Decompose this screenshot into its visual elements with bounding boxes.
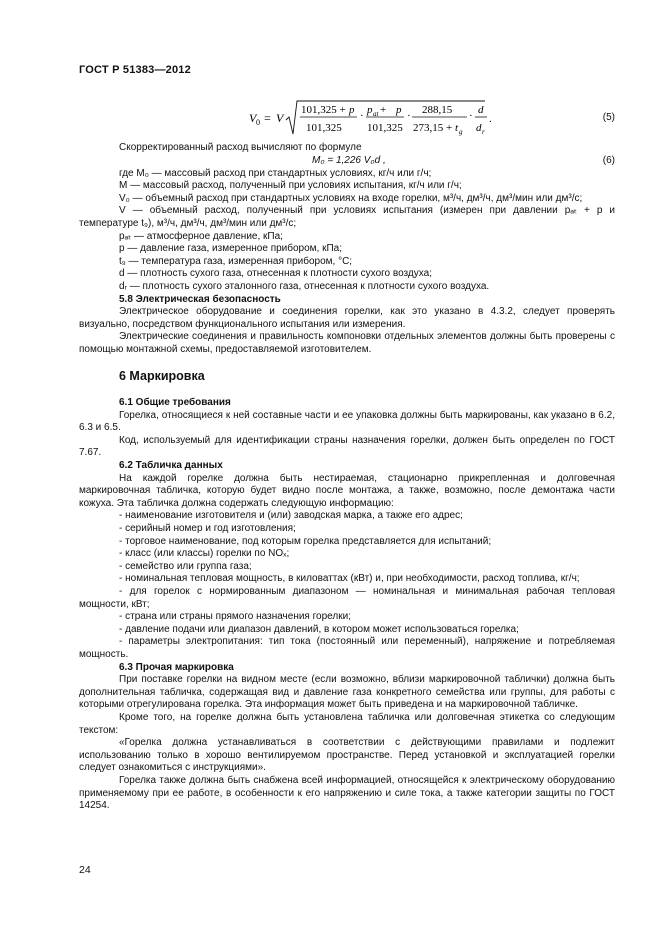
section-6-3-title: 6.3 Прочая маркировка xyxy=(119,661,234,673)
formula-6-text: M₀ = 1,226 V₀d , xyxy=(312,154,386,166)
section-6-title: 6 Маркировка xyxy=(119,368,205,383)
svg-text:t: t xyxy=(455,122,459,134)
svg-text:.: . xyxy=(489,113,492,125)
data-plate-item: - для горелок с нормированным диапазоном — номинальная и минимальная рабочая тепловая мощности, кВт; xyxy=(79,586,615,610)
section-6-3-paragraph: Кроме того, на горелке должна быть установлена табличка или долговечная этикетка со следующим текстом: xyxy=(79,711,615,736)
section-5-8-title: 5.8 Электрическая безопасность xyxy=(119,293,281,305)
section-6-1-paragraph: Код, используемый для идентификации страны назначения горелки, должен быть определен по ГОСТ 7.67. xyxy=(79,434,615,459)
svg-text:·: · xyxy=(407,110,411,122)
formula-6 xyxy=(79,155,615,168)
svg-text:+: + xyxy=(380,104,387,116)
standard-header: ГОСТ Р 51383—2012 xyxy=(79,64,191,76)
where-item: pₐₜ — атмосферное давление, кПа; xyxy=(119,230,283,242)
warning-quote: «Горелка должна устанавливаться в соответствии с действующими правилами и подлежит использованию только в хорошо вентилируемом пространстве. Перед установкой и эксплуатацией горелки следует ознакомиться с инструкциями». xyxy=(79,737,615,774)
section-6-2-intro: На каждой горелке должна быть нестираемая, стационарно прикрепленная и долговечная маркировочная табличка, которую будет видно после монтажа, а также, возможно, после демонтажа части кожуха. Эта табличка должна содержать следующую информацию: xyxy=(79,472,615,509)
svg-text:=: = xyxy=(264,111,271,125)
data-plate-item: - наименование изготовителя и (или) заводская марка, а также его адрес; xyxy=(119,510,463,522)
data-plate-item: - торговое наименование, под которым горелка представляется для испытаний; xyxy=(119,535,492,547)
svg-text:V: V xyxy=(276,111,284,125)
page-content xyxy=(79,100,615,813)
svg-text:d: d xyxy=(476,122,482,134)
svg-text:0: 0 xyxy=(256,118,260,127)
where-item: где M₀ — массовый расход при стандартных условиях, кг/ч или г/ч; xyxy=(119,167,432,179)
data-plate-item: - давление подачи или диапазон давлений, в котором может использоваться горелка; xyxy=(119,623,519,635)
svg-text:101,325: 101,325 xyxy=(367,122,403,134)
svg-text:p: p xyxy=(396,104,402,116)
svg-text:at: at xyxy=(373,110,379,118)
svg-text:101,325 +: 101,325 + xyxy=(301,104,346,116)
svg-text:p: p xyxy=(367,104,373,116)
svg-text:·: · xyxy=(360,110,364,122)
data-plate-item: - параметры электропитания: тип тока (постоянный или переменный), напряжение и потребляемая мощность. xyxy=(79,636,615,660)
section-6-3-paragraph: При поставке горелки на видном месте (если возможно, вблизи маркировочной таблички) должна быть дополнительная табличка, содержащая вид и давление газа конкретного семейства или группы, для работы с которыми отрегулирована горелка. Эта информация может быть приведена и на маркировочной табличке. xyxy=(79,674,615,711)
svg-text:r: r xyxy=(482,128,485,136)
data-plate-item: - номинальная тепловая мощность, в киловаттах (кВт) и, при необходимости, расход топлива, кг/ч; xyxy=(119,573,580,585)
formula-intro: Скорректированный расход вычисляют по формуле xyxy=(119,142,362,153)
data-plate-item: - серийный номер и год изготовления; xyxy=(119,523,296,535)
svg-text:101,325: 101,325 xyxy=(306,122,342,134)
formula-5 xyxy=(79,100,615,136)
where-item: M — массовый расход, полученный при условиях испытания, кг/ч или г/ч; xyxy=(119,180,462,192)
svg-text:V: V xyxy=(249,111,257,125)
where-item: V — объемный расход, полученный при условиях испытания (измерен при давлении pₐₜ + p и температуре t₉), м³/ч, дм³/ч, дм³/мин или дм³/с; xyxy=(79,205,615,229)
svg-text:·: · xyxy=(469,110,473,122)
section-6-1-title: 6.1 Общие требования xyxy=(119,397,231,409)
data-plate-item: - класс (или классы) горелки по NOₓ; xyxy=(119,548,290,560)
section-5-8-paragraph: Электрические соединения и правильность компоновки отдельных элементов должны быть проверены с помощью монтажной схемы, предоставляемой изготовителем. xyxy=(79,331,615,355)
section-6-1-paragraph: Горелка, относящиеся к ней составные части и ее упаковка должны быть маркированы, как указано в 6.2, 6.3 и 6.5. xyxy=(79,409,615,434)
svg-text:g: g xyxy=(459,128,463,136)
formula-5-number: (5) xyxy=(602,112,615,123)
svg-text:273,15 +: 273,15 + xyxy=(413,122,453,134)
where-item: p — давление газа, измеренное прибором, кПа; xyxy=(119,243,343,255)
where-item: dᵣ — плотность сухого эталонного газа, отнесенная к плотности сухого воздуха. xyxy=(119,280,490,292)
section-6-2-title: 6.2 Табличка данных xyxy=(119,460,223,472)
svg-text:d: d xyxy=(478,104,484,116)
data-plate-item: - семейство или группа газа; xyxy=(119,560,252,572)
where-item: t₉ — температура газа, измеренная прибором, °С; xyxy=(119,255,353,267)
page-number: 24 xyxy=(79,864,91,876)
section-6-3-paragraph: Горелка также должна быть снабжена всей информацией, относящейся к электрическому оборудованию применяемому при ее работе, в особенности к его напряжению и силе тока, а также категории защиты по ГОСТ 14254. xyxy=(79,774,615,812)
formula-5-graphic xyxy=(249,100,579,138)
where-item: V₀ — объемный расход при стандартных условиях на входе горелки, м³/ч, дм³/ч, дм³/мин или дм³/с; xyxy=(119,192,583,204)
section-5-8-paragraph: Электрическое оборудование и соединения горелки, как это указано в 4.3.2, следует проверять визуально, посредством функционального испытания или измерения. xyxy=(79,306,615,330)
svg-text:288,15: 288,15 xyxy=(422,104,453,116)
formula-6-number: (6) xyxy=(602,154,615,166)
where-item: d — плотность сухого газа, отнесенная к плотности сухого воздуха; xyxy=(119,268,432,280)
data-plate-item: - страна или страны прямого назначения горелки; xyxy=(119,611,351,623)
svg-text:p: p xyxy=(349,104,355,116)
